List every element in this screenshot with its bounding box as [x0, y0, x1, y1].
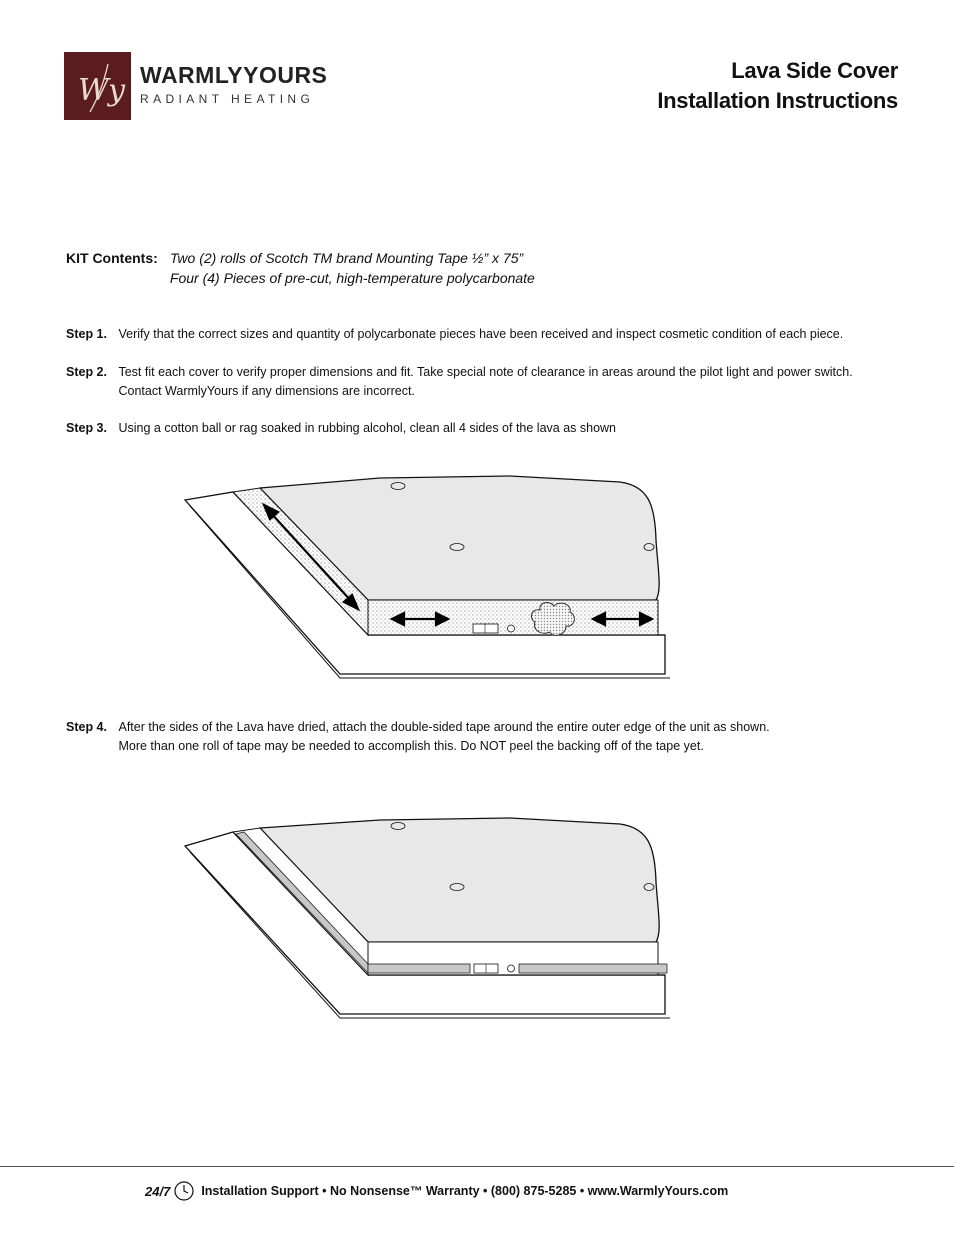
step-line: Test fit each cover to verify proper dimensions and fit. Take special note of clearance in areas around the pilot light and power switch. — [118, 365, 853, 379]
document-title — [657, 56, 898, 116]
title-line-1: Lava Side Cover — [731, 58, 898, 83]
kit-item: Four (4) Pieces of pre-cut, high-temperature polycarbonate — [169, 270, 535, 286]
logo-mark — [64, 52, 131, 120]
step-text — [118, 363, 898, 401]
pilot-light-icon — [508, 625, 515, 632]
step-line: More than one roll of tape may be needed to accomplish this. Do NOT peel the backing off of the tape yet. — [118, 739, 704, 753]
step-4 — [66, 718, 906, 756]
step-line: Using a cotton ball or rag soaked in rubbing alcohol, clean all 4 sides of the lava as shown — [118, 421, 617, 435]
footer-text: Installation Support • No Nonsense™ Warranty • (800) 875-5285 • www.WarmlyYours.com — [201, 1184, 729, 1198]
support-247-badge: 24/7 — [145, 1183, 171, 1199]
step-text — [118, 325, 898, 344]
footer-divider — [0, 1166, 954, 1167]
step-line: Contact WarmlyYours if any dimensions are incorrect. — [118, 384, 415, 398]
step-text — [118, 419, 898, 438]
step-label: Step 3. — [66, 421, 107, 435]
logo-monogram-icon — [64, 52, 131, 120]
step-1 — [66, 325, 906, 344]
power-switch-icon — [473, 624, 498, 633]
step-text — [118, 718, 898, 756]
step-line: Verify that the correct sizes and quantity of polycarbonate pieces have been received and inspect cosmetic condition of each piece. — [118, 327, 844, 341]
title-line-2: Installation Instructions — [657, 88, 898, 113]
figure-tape-applied — [180, 810, 680, 1025]
brand-logo-text — [140, 62, 327, 106]
kit-label: KIT Contents: — [66, 250, 158, 266]
svg-text:Wy: Wy — [78, 73, 126, 108]
kit-contents — [66, 248, 535, 288]
pilot-light-icon — [508, 965, 515, 972]
figure-clean-sides — [180, 470, 680, 685]
step-line: After the sides of the Lava have dried, attach the double-sided tape around the entire outer edge of the unit as shown. — [118, 720, 770, 734]
brand-name: WARMLYYOURS — [140, 62, 328, 88]
kit-items — [170, 248, 535, 288]
step-label: Step 2. — [66, 365, 107, 379]
step-label: Step 1. — [66, 327, 107, 341]
brand-tagline: RADIANT HEATING — [140, 92, 315, 106]
footer — [145, 1180, 728, 1202]
step-2 — [66, 363, 906, 401]
step-3 — [66, 419, 906, 438]
kit-item: Two (2) rolls of Scotch TM brand Mounting Tape ½” x 75” — [169, 250, 524, 266]
tape-strip — [519, 964, 667, 973]
step-label: Step 4. — [66, 720, 107, 734]
tape-strip — [368, 964, 470, 973]
clock-icon — [173, 1180, 195, 1202]
